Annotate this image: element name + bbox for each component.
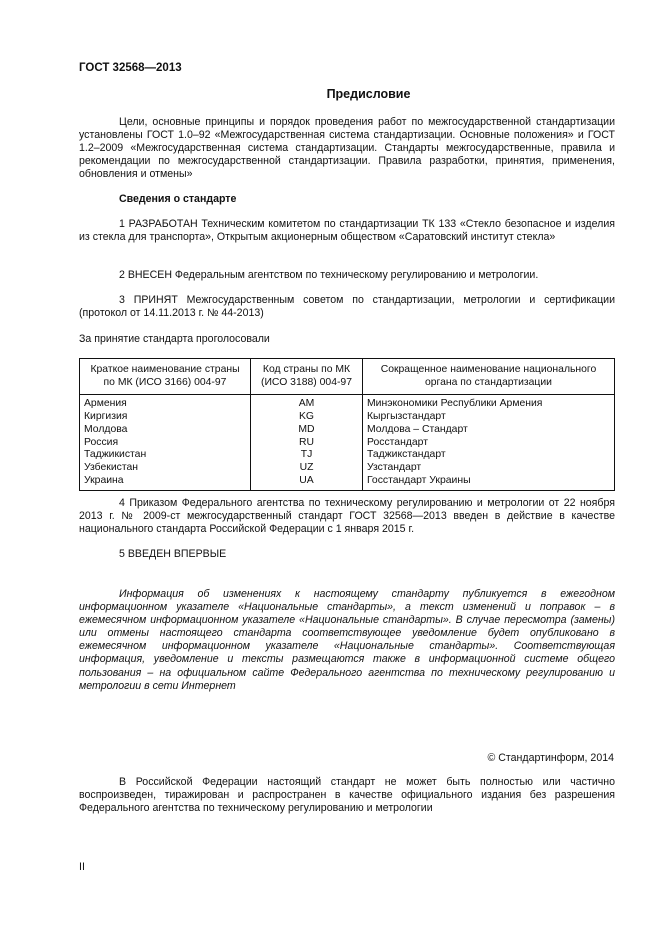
item-2-text: 2 ВНЕСЕН Федеральным агентством по техническому регулированию и метрологии.: [119, 269, 539, 281]
item-3: [79, 294, 615, 320]
cell-body: Узстандарт: [363, 462, 615, 475]
item-4-text: 4 Приказом Федерального агентства по техническому регулированию и метрологии от 22 ноября 2013 г. № 2009-ст межгосударственный стандарт ГОСТ 32568—2013 введен в действие в качестве национального стандарта Российской Федерации с 1 января 2015 г.: [79, 497, 615, 536]
intro-paragraph: [79, 116, 615, 181]
table-row: [80, 411, 615, 424]
intro-text: Цели, основные принципы и порядок проведения работ по межгосударственной стандартизации установлены ГОСТ 1.0–92 «Межгосударственная система стандартизации. Основные положения» и ГОСТ 1.2–2009 «Межгосударственная система стандартизации. Стандарты межгосударственные, правила и рекомендации по межгосударственной стандартизации. Правила разработки, принятия, применения, обновления и отмены»: [79, 116, 615, 181]
item-1: [79, 218, 615, 244]
standard-id: ГОСТ 32568—2013: [79, 62, 182, 74]
cell-country: Россия: [80, 437, 251, 450]
item-4: [79, 497, 615, 536]
table-header-row: [80, 359, 615, 395]
cell-body: Молдова – Стандарт: [363, 424, 615, 437]
voted-label: За принятие стандарта проголосовали: [79, 333, 270, 345]
table-row: [80, 424, 615, 437]
table-row: [80, 437, 615, 450]
info-heading-text: Сведения о стандарте: [119, 193, 237, 205]
page-title: Предисловие: [326, 87, 411, 101]
change-notice: [79, 588, 615, 693]
cell-code: RU: [251, 437, 363, 450]
cell-body: Росстандарт: [363, 437, 615, 450]
cell-code: UA: [251, 475, 363, 490]
cell-code: AM: [251, 395, 363, 411]
cell-body: Госстандарт Украины: [363, 475, 615, 490]
cell-country: Молдова: [80, 424, 251, 437]
table-row: [80, 395, 615, 411]
table-row: [80, 462, 615, 475]
change-notice-text: Информация об изменениях к настоящему стандарту публикуется в ежегодном информационном указателе «Национальные стандарты», а текст изменений и поправок – в ежемесячном информационном указателе «Национальные стандарты». В случае пересмотра (замены) или отмены настоящего стандарта соответствующее уведомление будет опубликовано в ежемесячном информационном указателе «Национальные стандарты». Соответствующая информация, уведомление и тексты размещаются также в информационной системе общего пользования – на официальном сайте Федерального агентства по техническому регулированию и метрологии в сети Интернет: [79, 588, 615, 692]
cell-country: Украина: [80, 475, 251, 490]
table-row: [80, 475, 615, 490]
cell-code: UZ: [251, 462, 363, 475]
table-header-country: Краткое наименование страны по МК (ИСО 3166) 004-97: [80, 359, 251, 395]
page-number: II: [79, 861, 85, 873]
item-3-text: 3 ПРИНЯТ Межгосударственным советом по стандартизации, метрологии и сертификации (протокол от 14.11.2013 г. № 44-2013): [79, 294, 615, 320]
cell-body: Таджикстандарт: [363, 449, 615, 462]
copyright: © Стандартинформ, 2014: [487, 752, 614, 764]
table-row: [80, 449, 615, 462]
cell-code: TJ: [251, 449, 363, 462]
restriction-text: В Российской Федерации настоящий стандарт не может быть полностью или частично воспроизведен, тиражирован и распространен в качестве официального издания без разрешения Федерального агентства по техническому регулированию и метрологии: [79, 776, 615, 815]
cell-country: Киргизия: [80, 411, 251, 424]
voting-table: [79, 358, 615, 491]
cell-body: Минэкономики Республики Армения: [363, 395, 615, 411]
item-5: [79, 548, 615, 561]
cell-code: KG: [251, 411, 363, 424]
item-2: [79, 269, 615, 282]
table-header-code: Код страны по МК (ИСО 3188) 004-97: [251, 359, 363, 395]
cell-country: Узбекистан: [80, 462, 251, 475]
info-heading: [79, 193, 615, 206]
restriction-notice: [79, 776, 615, 815]
cell-code: MD: [251, 424, 363, 437]
cell-country: Армения: [80, 395, 251, 411]
cell-body: Кыргызстандарт: [363, 411, 615, 424]
item-1-text: 1 РАЗРАБОТАН Техническим комитетом по стандартизации ТК 133 «Стекло безопасное и изделия из стекла для транспорта», Открытым акционерным обществом «Саратовский институт стекла»: [79, 218, 615, 244]
cell-country: Таджикистан: [80, 449, 251, 462]
table-header-body: Сокращенное наименование национального органа по стандартизации: [363, 359, 615, 395]
item-5-text: 5 ВВЕДЕН ВПЕРВЫЕ: [119, 548, 227, 560]
